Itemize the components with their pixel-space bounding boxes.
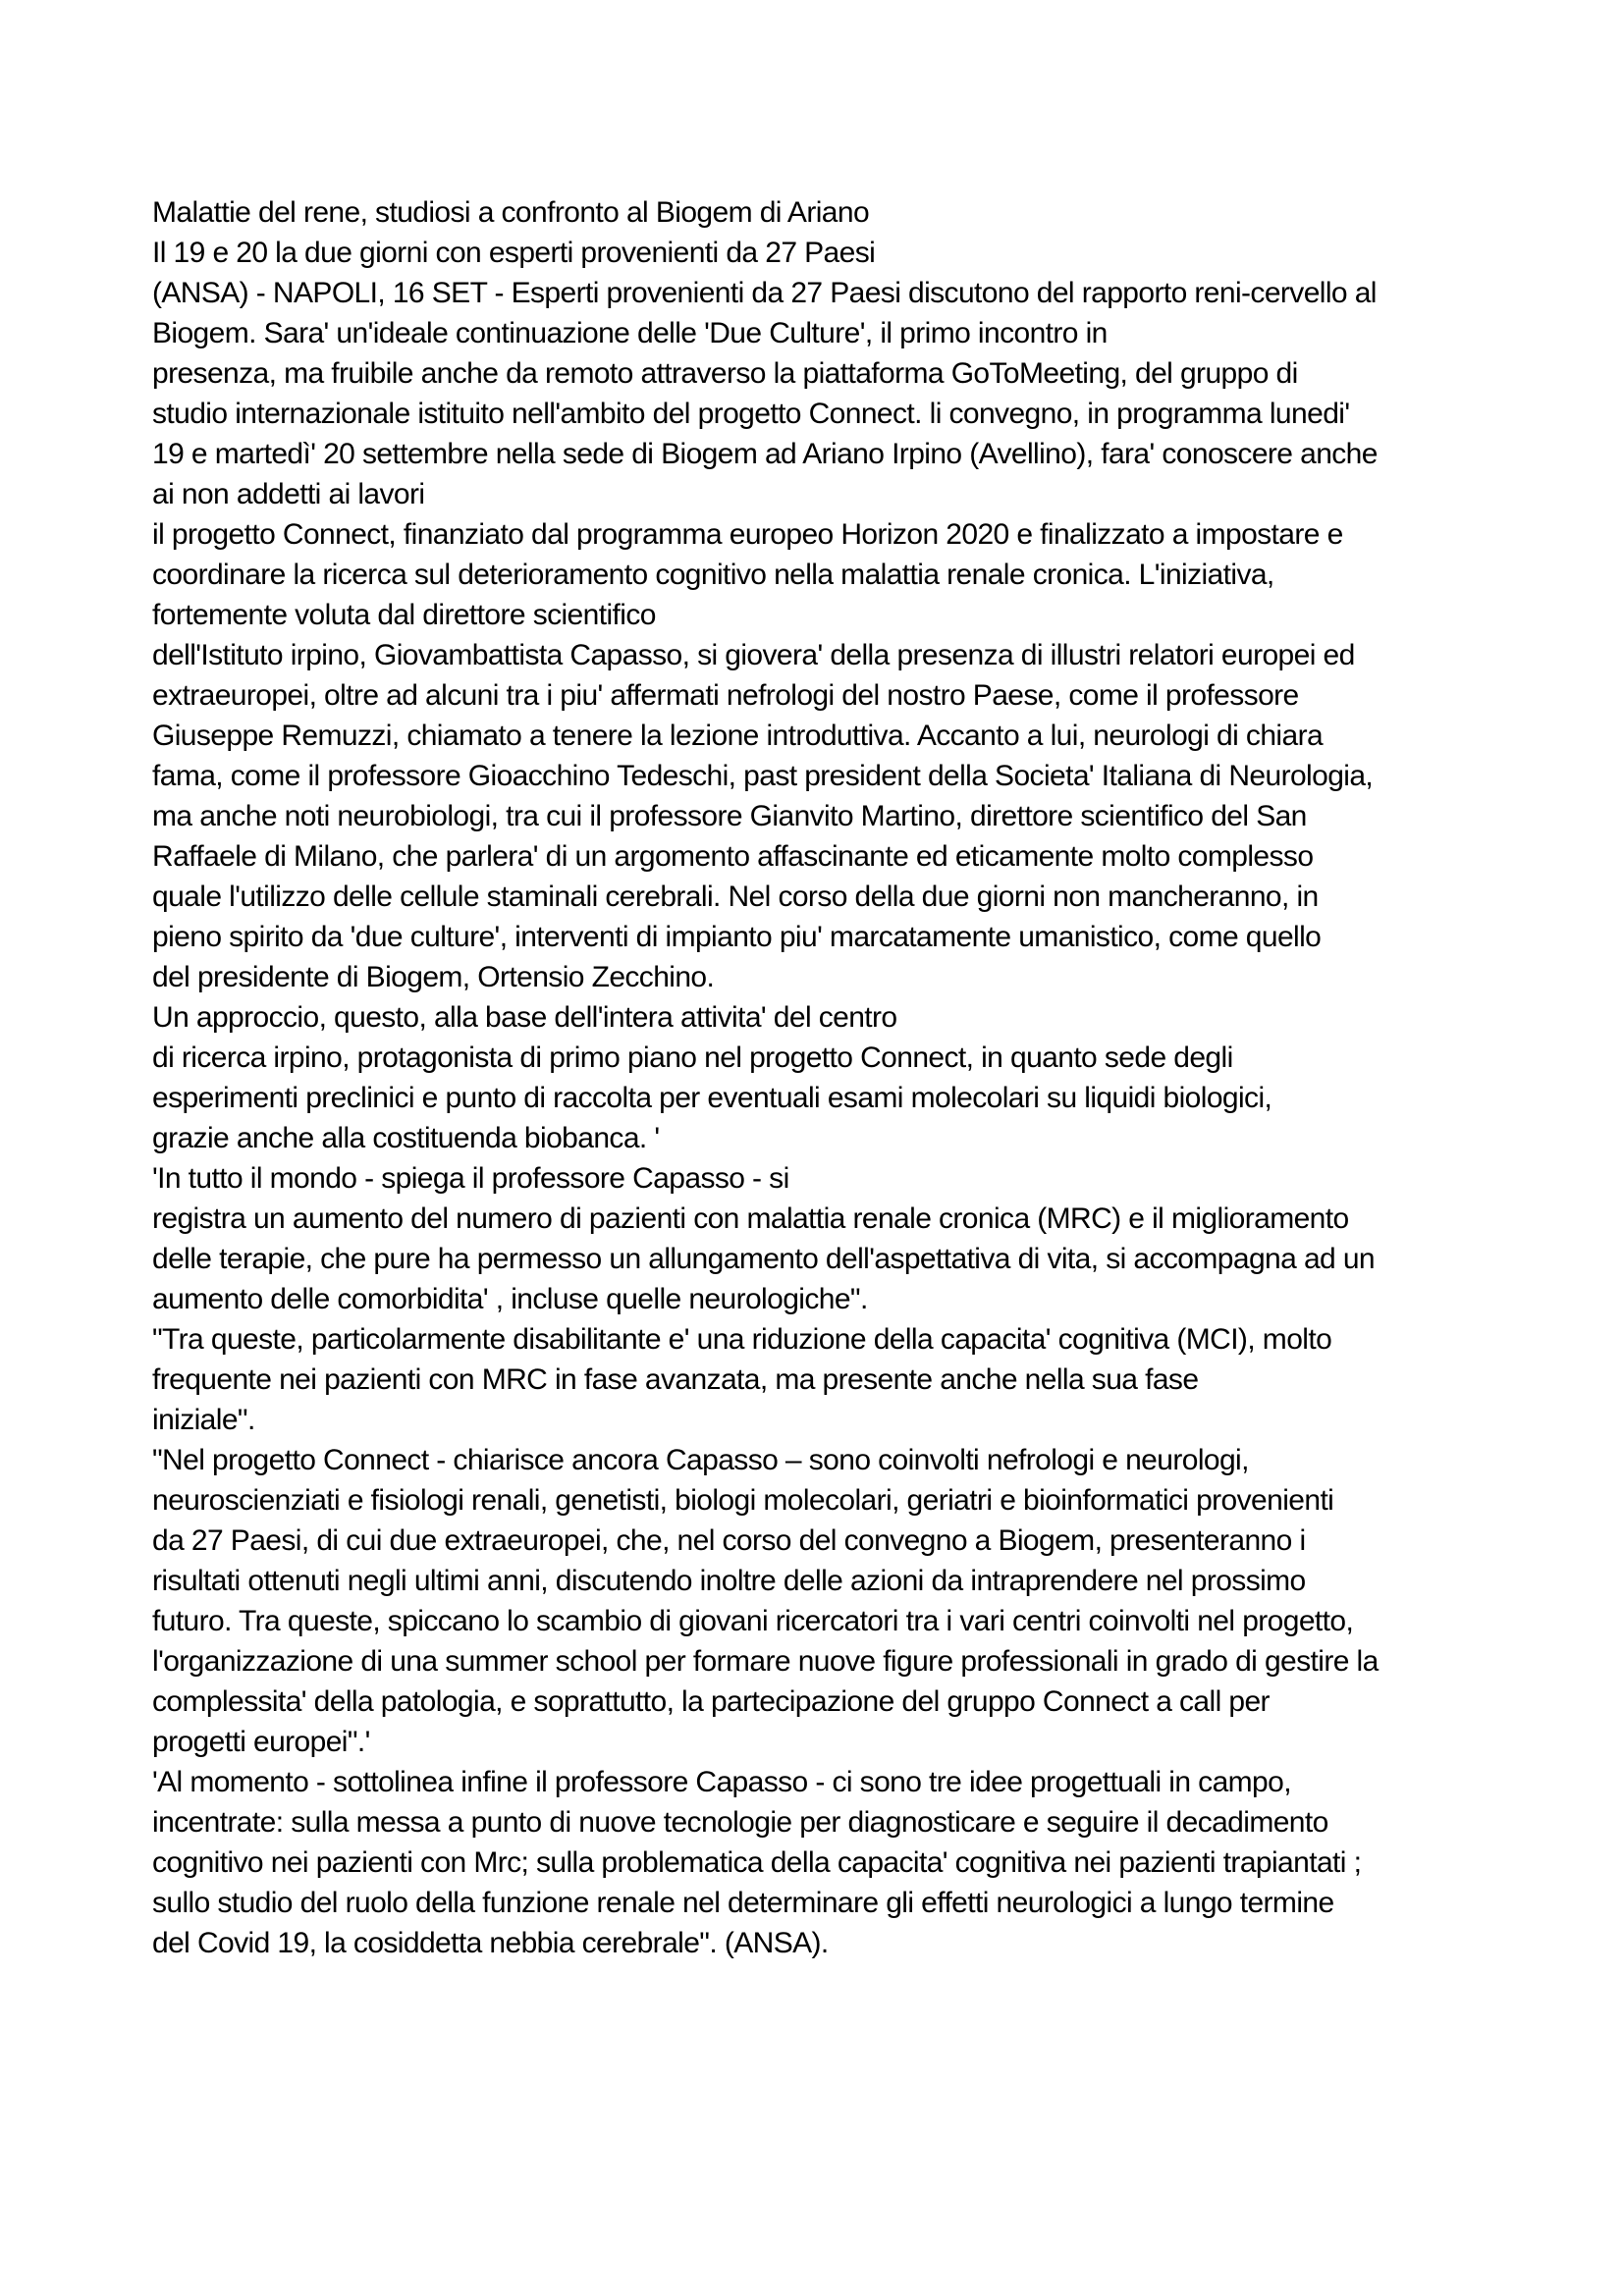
text-line: extraeuropei, oltre ad alcuni tra i piu' affermati nefrologi del nostro Paese, come il professore — [152, 679, 1299, 712]
text-line: cognitivo nei pazienti con Mrc; sulla problematica della capacita' cognitiva nei pazienti trapiantati ; — [152, 1846, 1362, 1879]
text-line: futuro. Tra queste, spiccano lo scambio di giovani ricercatori tra i vari centri coinvolti nel progetto, — [152, 1605, 1354, 1637]
article-text-block — [152, 192, 1379, 1963]
text-line: fortemente voluta dal direttore scientifico — [152, 599, 656, 631]
text-line: da 27 Paesi, di cui due extraeuropei, che, nel corso del convegno a Biogem, presenteranno i — [152, 1524, 1306, 1557]
text-line: sullo studio del ruolo della funzione renale nel determinare gli effetti neurologici a lungo termine — [152, 1887, 1334, 1919]
text-line: Raffaele di Milano, che parlera' di un argomento affascinante ed eticamente molto complesso — [152, 840, 1314, 873]
text-line: del Covid 19, la cosiddetta nebbia cerebrale". (ANSA). — [152, 1927, 829, 1959]
text-line: incentrate: sulla messa a punto di nuove tecnologie per diagnosticare e seguire il decadimento — [152, 1806, 1328, 1839]
text-line: il progetto Connect, finanziato dal programma europeo Horizon 2020 e finalizzato a impostare e — [152, 518, 1343, 551]
text-line: Biogem. Sara' un'ideale continuazione delle 'Due Culture', il primo incontro in — [152, 317, 1108, 349]
text-line: neuroscienziati e fisiologi renali, genetisti, biologi molecolari, geriatri e bioinformatici provenienti — [152, 1484, 1334, 1517]
text-line: complessita' della patologia, e soprattutto, la partecipazione del gruppo Connect a call per — [152, 1685, 1270, 1718]
text-line: ai non addetti ai lavori — [152, 478, 425, 510]
text-line: delle terapie, che pure ha permesso un allungamento dell'aspettativa di vita, si accompagna ad un — [152, 1243, 1376, 1275]
text-line: iniziale". — [152, 1404, 255, 1436]
text-line: registra un aumento del numero di pazienti con malattia renale cronica (MRC) e il miglioramento — [152, 1202, 1349, 1235]
text-line: esperimenti preclinici e punto di raccolta per eventuali esami molecolari su liquidi biologici, — [152, 1082, 1272, 1114]
text-line: 19 e martedì' 20 settembre nella sede di Biogem ad Ariano Irpino (Avellino), fara' conoscere anche — [152, 438, 1378, 470]
text-line: frequente nei pazienti con MRC in fase avanzata, ma presente anche nella sua fase — [152, 1363, 1199, 1396]
text-line: 'In tutto il mondo - spiega il professore Capasso - si — [152, 1162, 789, 1195]
text-line: dell'Istituto irpino, Giovambattista Capasso, si giovera' della presenza di illustri relatori europei ed — [152, 639, 1355, 671]
text-line: grazie anche alla costituenda biobanca. ' — [152, 1122, 660, 1154]
text-line: l'organizzazione di una summer school per formare nuove figure professionali in grado di gestire la — [152, 1645, 1379, 1678]
text-line: del presidente di Biogem, Ortensio Zecchino. — [152, 961, 715, 993]
text-line: fama, come il professore Gioacchino Tedeschi, past president della Societa' Italiana di Neurologia, — [152, 760, 1374, 792]
text-line: Giuseppe Remuzzi, chiamato a tenere la lezione introduttiva. Accanto a lui, neurologi di chiara — [152, 720, 1324, 752]
text-line: "Nel progetto Connect - chiarisce ancora Capasso – sono coinvolti nefrologi e neurologi, — [152, 1444, 1249, 1476]
text-line: 'Al momento - sottolinea infine il professore Capasso - ci sono tre idee progettuali in campo, — [152, 1766, 1291, 1798]
text-line: studio internazionale istituito nell'ambito del progetto Connect. li convegno, in programma lunedi' — [152, 398, 1350, 430]
text-line: aumento delle comorbidita' , incluse quelle neurologiche". — [152, 1283, 868, 1315]
text-line: progetti europei".' — [152, 1726, 370, 1758]
article-title-line: Malattie del rene, studiosi a confronto al Biogem di Ariano — [152, 196, 870, 229]
text-line: di ricerca irpino, protagonista di primo piano nel progetto Connect, in quanto sede degli — [152, 1041, 1233, 1074]
article-subtitle-line: Il 19 e 20 la due giorni con esperti provenienti da 27 Paesi — [152, 237, 876, 269]
text-line: pieno spirito da 'due culture', interventi di impianto piu' marcatamente umanistico, come quello — [152, 921, 1322, 953]
text-line: ma anche noti neurobiologi, tra cui il professore Gianvito Martino, direttore scientifico del San — [152, 800, 1307, 832]
text-line: (ANSA) - NAPOLI, 16 SET - Esperti provenienti da 27 Paesi discutono del rapporto reni-cervello al — [152, 277, 1377, 309]
text-line: "Tra queste, particolarmente disabilitante e' una riduzione della capacita' cognitiva (MCI), molto — [152, 1323, 1332, 1356]
text-line: presenza, ma fruibile anche da remoto attraverso la piattaforma GoToMeeting, del gruppo di — [152, 357, 1298, 390]
text-line: Un approccio, questo, alla base dell'intera attivita' del centro — [152, 1001, 897, 1034]
text-line: risultati ottenuti negli ultimi anni, discutendo inoltre delle azioni da intraprendere nel prossimo — [152, 1565, 1306, 1597]
text-line: quale l'utilizzo delle cellule staminali cerebrali. Nel corso della due giorni non mancheranno, in — [152, 881, 1319, 913]
text-line: coordinare la ricerca sul deterioramento cognitivo nella malattia renale cronica. L'iniziativa, — [152, 559, 1274, 591]
